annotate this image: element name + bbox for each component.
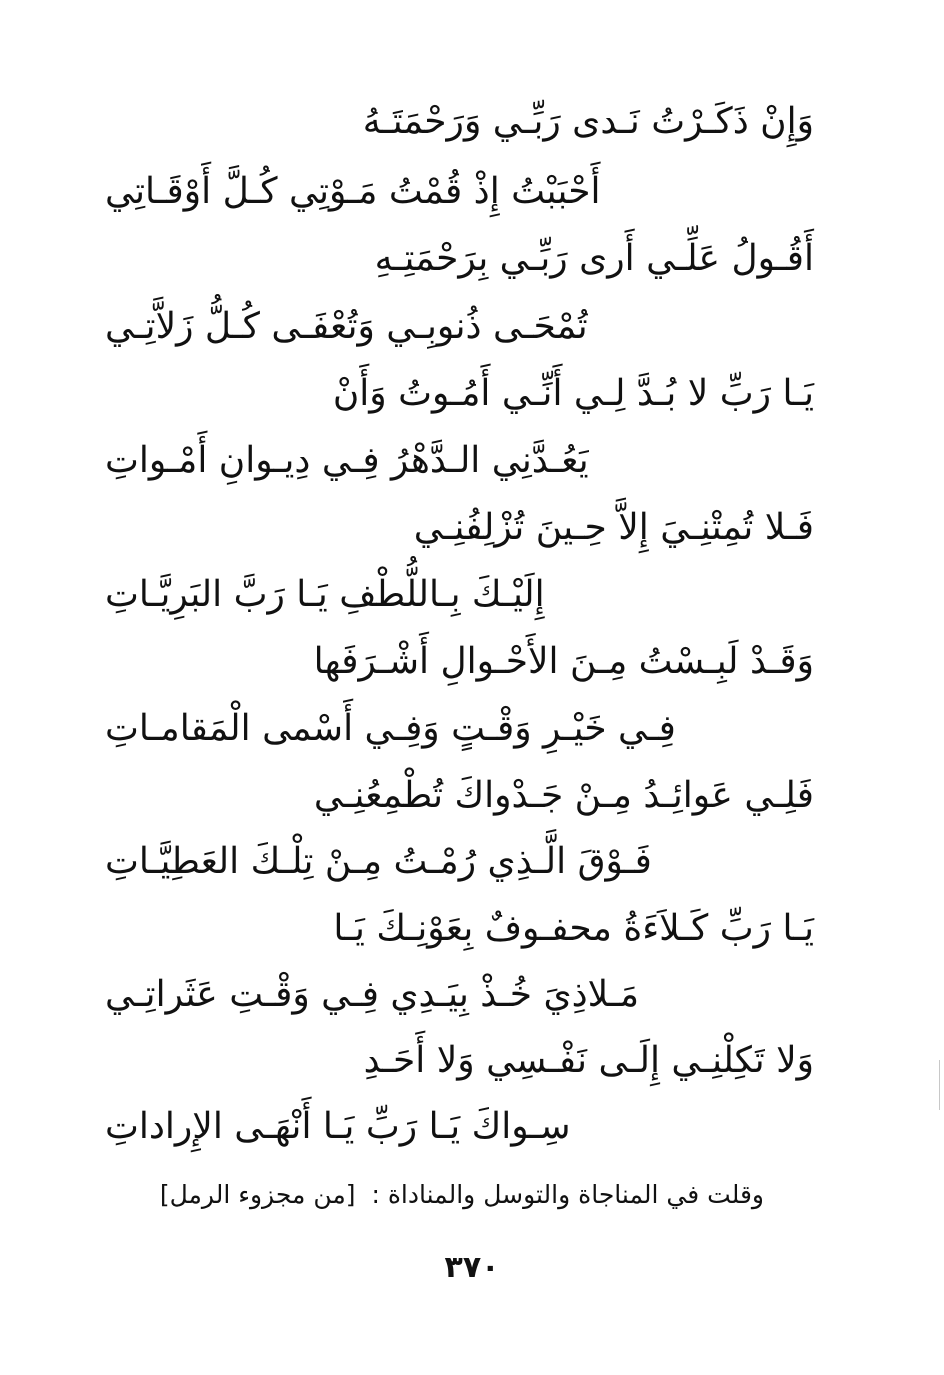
verse-line-3: أَقُـولُ عَلِّـي أَرى رَبِّـي بِرَحْمَتِـهِ: [374, 238, 814, 279]
verse-line-7: فَـلا تُمِتْنِـيَ إِلاَّ حِـينَ تُزْلِفُنِـي: [413, 507, 814, 548]
verse-line-4: تُمْحَـى ذُنوبِـي وَتُعْفَـى كُـلُّ زَلاَّتِـي: [105, 306, 588, 347]
verse-line-9: وَقَـدْ لَبِـسْتُ مِـنَ الأَحْـوالِ أَشْـرَفَها: [313, 641, 814, 682]
page-edge-divider: [939, 1060, 940, 1110]
verse-line-11: فَلِـي عَوائِـدُ مِـنْ جَـدْواكَ تُطْمِعُنِـي: [313, 775, 814, 816]
verse-line-13: يَـا رَبِّ كَـلاَءَةُ محفـوفٌ بِعَوْنِـكَ يَـا: [333, 908, 814, 949]
page-number: ٣٧٠: [444, 1250, 500, 1285]
verse-line-5: يَـا رَبِّ لا بُـدَّ لِـي أَنِّـي أَمُـوتُ وَأَنْ: [332, 373, 814, 414]
verse-line-6: يَعُـدَّنِي الـدَّهْرُ فِـي دِيـوانِ أَمْـواتِ: [105, 440, 589, 481]
verse-line-1: وَإِنْ ذَكَـرْتُ نَـدى رَبِّـي وَرَحْمَتَـهُ: [362, 101, 814, 142]
verse-line-8: إِلَيْـكَ بِـاللُّطْفِ يَـا رَبَّ البَرِيَّـاتِ: [105, 574, 545, 615]
verse-line-2: أَحْبَبْتُ إِذْ قُمْتُ مَـوْتِي كُـلَّ أَوْقَـاتِي: [105, 171, 601, 212]
verse-line-12: فَـوْقَ الَّـذِي رُمْـتُ مِـنْ تِلْـكَ العَطِيَّـاتِ: [105, 841, 652, 882]
section-caption: [160, 1175, 764, 1215]
caption-text: وقلت في المناجاة والتوسل والمناداة :: [371, 1180, 764, 1209]
meter-label: [من مجزوء الرمل]: [159, 1180, 356, 1209]
verse-line-15: وَلا تَكِلْنِـي إِلَـى نَفْـسِي وَلا أَحَـدِ: [363, 1040, 814, 1081]
verse-line-14: مَـلاذِيَ خُـذْ بِيَـدِي فِـي وَقْـتِ عَثَراتِـي: [105, 974, 639, 1015]
verse-line-10: فِـي خَيْـرِ وَقْـتٍ وَفِـي أَسْمى الْمَقامـاتِ: [105, 708, 676, 749]
verse-line-16: سِـواكَ يَـا رَبِّ يَـا أَنْهَـى الإِراداتِ: [105, 1106, 571, 1147]
